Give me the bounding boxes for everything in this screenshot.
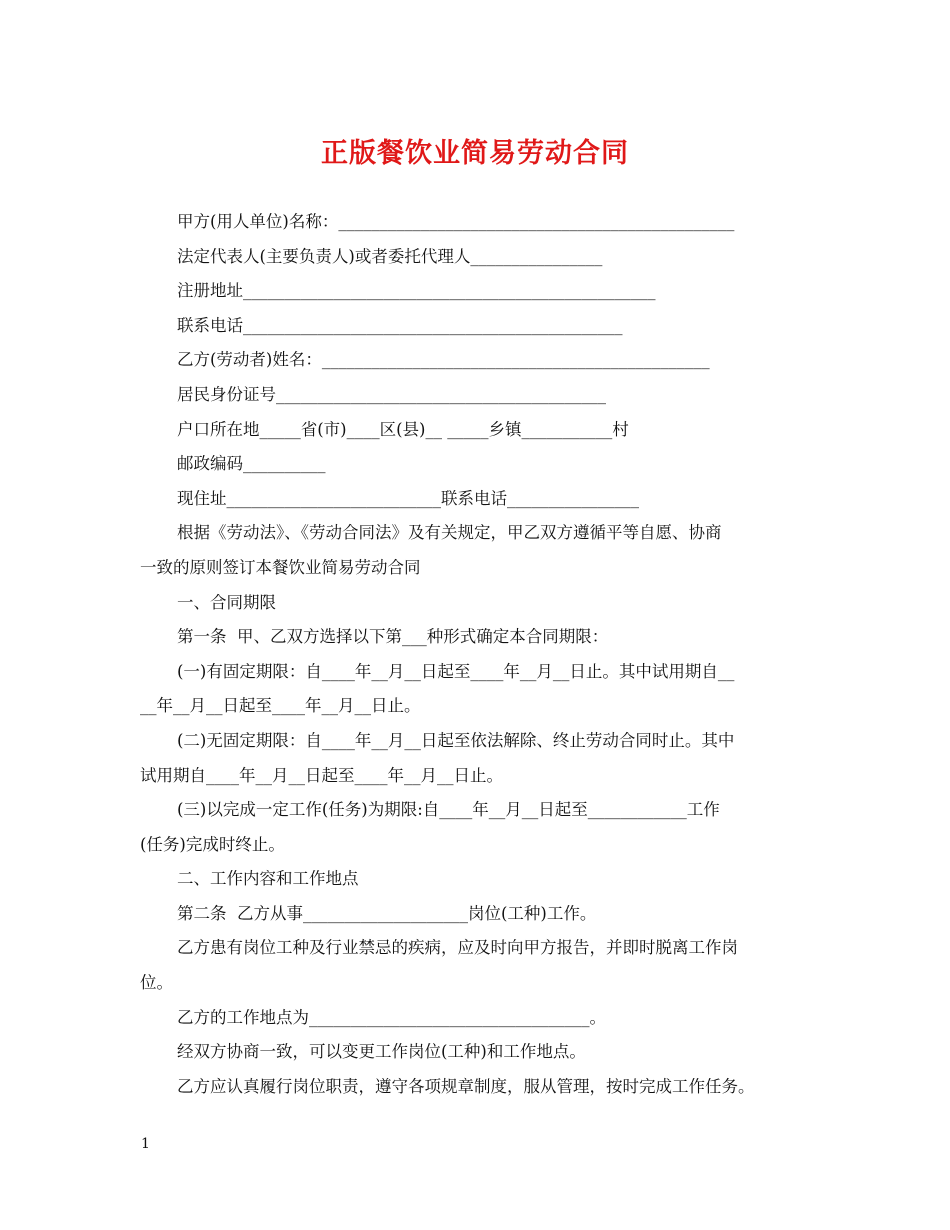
article-2: 第二条 乙方从事____________________岗位(工种)工作。 bbox=[177, 903, 597, 923]
contract-body bbox=[140, 205, 822, 1104]
party-b-name-line: 乙方(劳动者)姓名：_______________________________________________ bbox=[177, 350, 710, 370]
fixed-term-clause: (一)有固定期限：自____年__月__日起至____年__月__日止。其中试用期自__ bbox=[177, 661, 735, 681]
illness-clause: 乙方患有岗位工种及行业禁忌的疾病，应及时向甲方报告，并即时脱离工作岗 bbox=[177, 938, 738, 958]
party-a-name-line: 甲方(用人单位)名称：________________________________________________ bbox=[177, 212, 735, 231]
party-a-phone-line: 联系电话______________________________________________ bbox=[177, 315, 623, 335]
task-term-clause: (三)以完成一定工作(任务)为期限:自____年__月__日起至____________工作 bbox=[177, 800, 720, 820]
fixed-term-clause-cont: __年__月__日起至____年__月__日止。 bbox=[140, 696, 421, 716]
open-term-clause: (二)无固定期限：自____年__月__日起至依法解除、终止劳动合同时止。其中 bbox=[177, 730, 735, 750]
id-number-line: 居民身份证号________________________________________ bbox=[177, 384, 606, 404]
preamble-paragraph: 根据《劳动法》、《劳动合同法》及有关规定，甲乙双方遵循平等自愿、协商 bbox=[177, 523, 722, 543]
section-heading-work: 二、工作内容和工作地点 bbox=[177, 869, 359, 889]
current-address-line: 现住址__________________________联系电话________________ bbox=[177, 488, 639, 508]
legal-representative-line: 法定代表人(主要负责人)或者委托代理人________________ bbox=[177, 246, 603, 266]
duty-clause: 乙方应认真履行岗位职责，遵守各项规章制度，服从管理，按时完成工作任务。 bbox=[177, 1076, 755, 1096]
work-location-line: 乙方的工作地点为__________________________________。 bbox=[177, 1007, 606, 1027]
change-clause: 经双方协商一致，可以变更工作岗位(工种)和工作地点。 bbox=[177, 1042, 586, 1062]
section-heading-term: 一、合同期限 bbox=[177, 592, 276, 612]
registered-address-line: 注册地址__________________________________________________ bbox=[177, 281, 656, 301]
article-1: 第一条 甲、乙双方选择以下第___种形式确定本合同期限： bbox=[177, 627, 609, 647]
document-title: 正版餐饮业简易劳动合同 bbox=[321, 138, 629, 169]
open-term-clause-cont: 试用期自____年__月__日起至____年__月__日止。 bbox=[140, 765, 503, 785]
household-registration-line: 户口所在地_____省(市)____区(县)__ _____乡镇___________村 bbox=[177, 419, 629, 439]
preamble-paragraph-cont: 一致的原则签订本餐饮业简易劳动合同 bbox=[140, 557, 421, 577]
postal-code-line: 邮政编码__________ bbox=[177, 454, 326, 474]
page-number: 1 bbox=[141, 1136, 150, 1152]
task-term-clause-cont: (任务)完成时终止。 bbox=[140, 834, 285, 854]
illness-clause-cont: 位。 bbox=[140, 973, 173, 993]
